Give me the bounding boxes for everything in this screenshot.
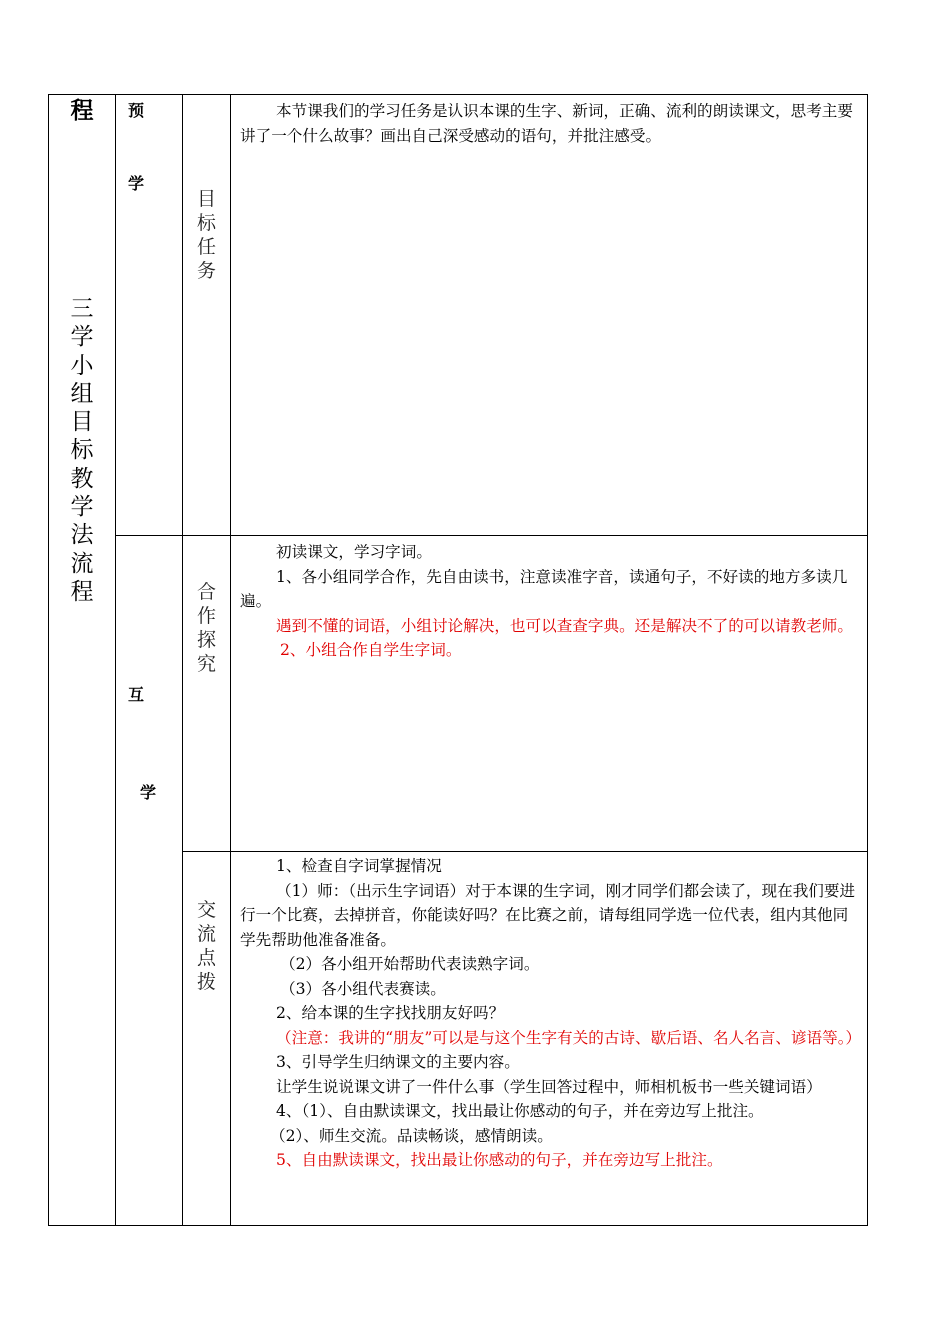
exchange-paragraph: （2）、师生交流。品读畅谈，感情朗读。 [270,1126,553,1145]
cooperate-paragraph-highlight: 遇到不懂的词语，小组讨论解决，也可以查查字典。还是解决不了的可以请教老师。 [276,616,853,635]
stage-label-xue: 学 [128,174,145,193]
stage-interaction-cell [116,536,183,1226]
title-char: 流 [70,550,94,577]
cheng-char: 程 [70,97,94,124]
lesson-plan-table [48,94,868,1226]
goal-paragraph: 本节课我们的学习任务是认识本课的生字、新词，正确、流利的朗读课文，思考主要讲了一个什么故事？画出自己深受感动的语句，并批注感受。 [240,102,853,145]
row-label-goal: 目 标 任 务 [196,188,216,282]
title-char: 小 [70,352,94,379]
content-cell-exchange [231,852,868,1226]
content-cell-goal [231,95,868,536]
vertical-title [49,295,115,606]
title-char: 法 [70,522,94,549]
stage-label-yu: 预 [128,101,145,120]
cooperate-paragraph: 1、各小组同学合作，先自由读书，注意读准字音，读通句子，不好读的地方多读几遍。 [240,567,848,610]
exchange-paragraph: 让学生说说课文讲了一件什么事（学生回答过程中，师相机板书一些关键词语） [276,1077,822,1096]
title-char: 三 [70,296,94,322]
exchange-paragraph: 3、引导学生归纳课文的主要内容。 [276,1053,520,1071]
exchange-paragraph-highlight: （注意：我讲的“朋友”可以是与这个生字有关的古诗、歇后语、名人名言、谚语等。） [276,1028,862,1047]
process-column [49,95,116,1226]
cooperate-content [231,536,867,663]
stage-preview-cell [116,95,183,536]
label-cell-cooperate [183,536,231,852]
title-char: 组 [70,380,94,407]
label-cell-exchange [183,852,231,1226]
row-label-cooperate: 合 作 探 究 [196,581,216,675]
cooperate-paragraph: 初读课文，学习字词。 [276,543,432,561]
title-char: 学 [70,494,94,521]
stage-label-hu: 互 [128,685,145,704]
exchange-paragraph: 2、给本课的生字找找朋友好吗？ [276,1004,505,1022]
goal-content [231,95,867,148]
stage-label-xue: 学 [140,783,157,802]
exchange-paragraph: 1、检查自字词掌握情况 [276,857,442,875]
title-char: 目 [70,409,94,436]
title-char: 标 [70,437,94,464]
content-cell-cooperate [231,536,868,852]
exchange-paragraph: 4、（1）、自由默读课文，找出最让你感动的句子，并在旁边写上批注。 [276,1102,764,1120]
exchange-paragraph: （2）各小组开始帮助代表读熟字词。 [280,955,540,973]
title-char: 教 [70,465,94,492]
exchange-paragraph: （1）师：（出示生字词语）对于本课的生字词，刚才同学们都会读了，现在我们要进行一个比赛，去掉拼音，你能读好吗？在比赛之前，请每组同学选一位代表，组内其他同学先帮助他准备准备。 [240,881,856,949]
exchange-paragraph: （3）各小组代表赛读。 [280,979,446,998]
exchange-content [231,852,867,1173]
row-label-exchange: 交 流 点 拨 [196,899,216,993]
title-char: 程 [70,578,94,605]
title-char: 学 [70,324,94,351]
cooperate-paragraph-highlight: 2、小组合作自学生字词。 [280,641,462,659]
exchange-paragraph-highlight: 5、自由默读课文，找出最让你感动的句子，并在旁边写上批注。 [276,1151,723,1169]
label-cell-goal [183,95,231,536]
